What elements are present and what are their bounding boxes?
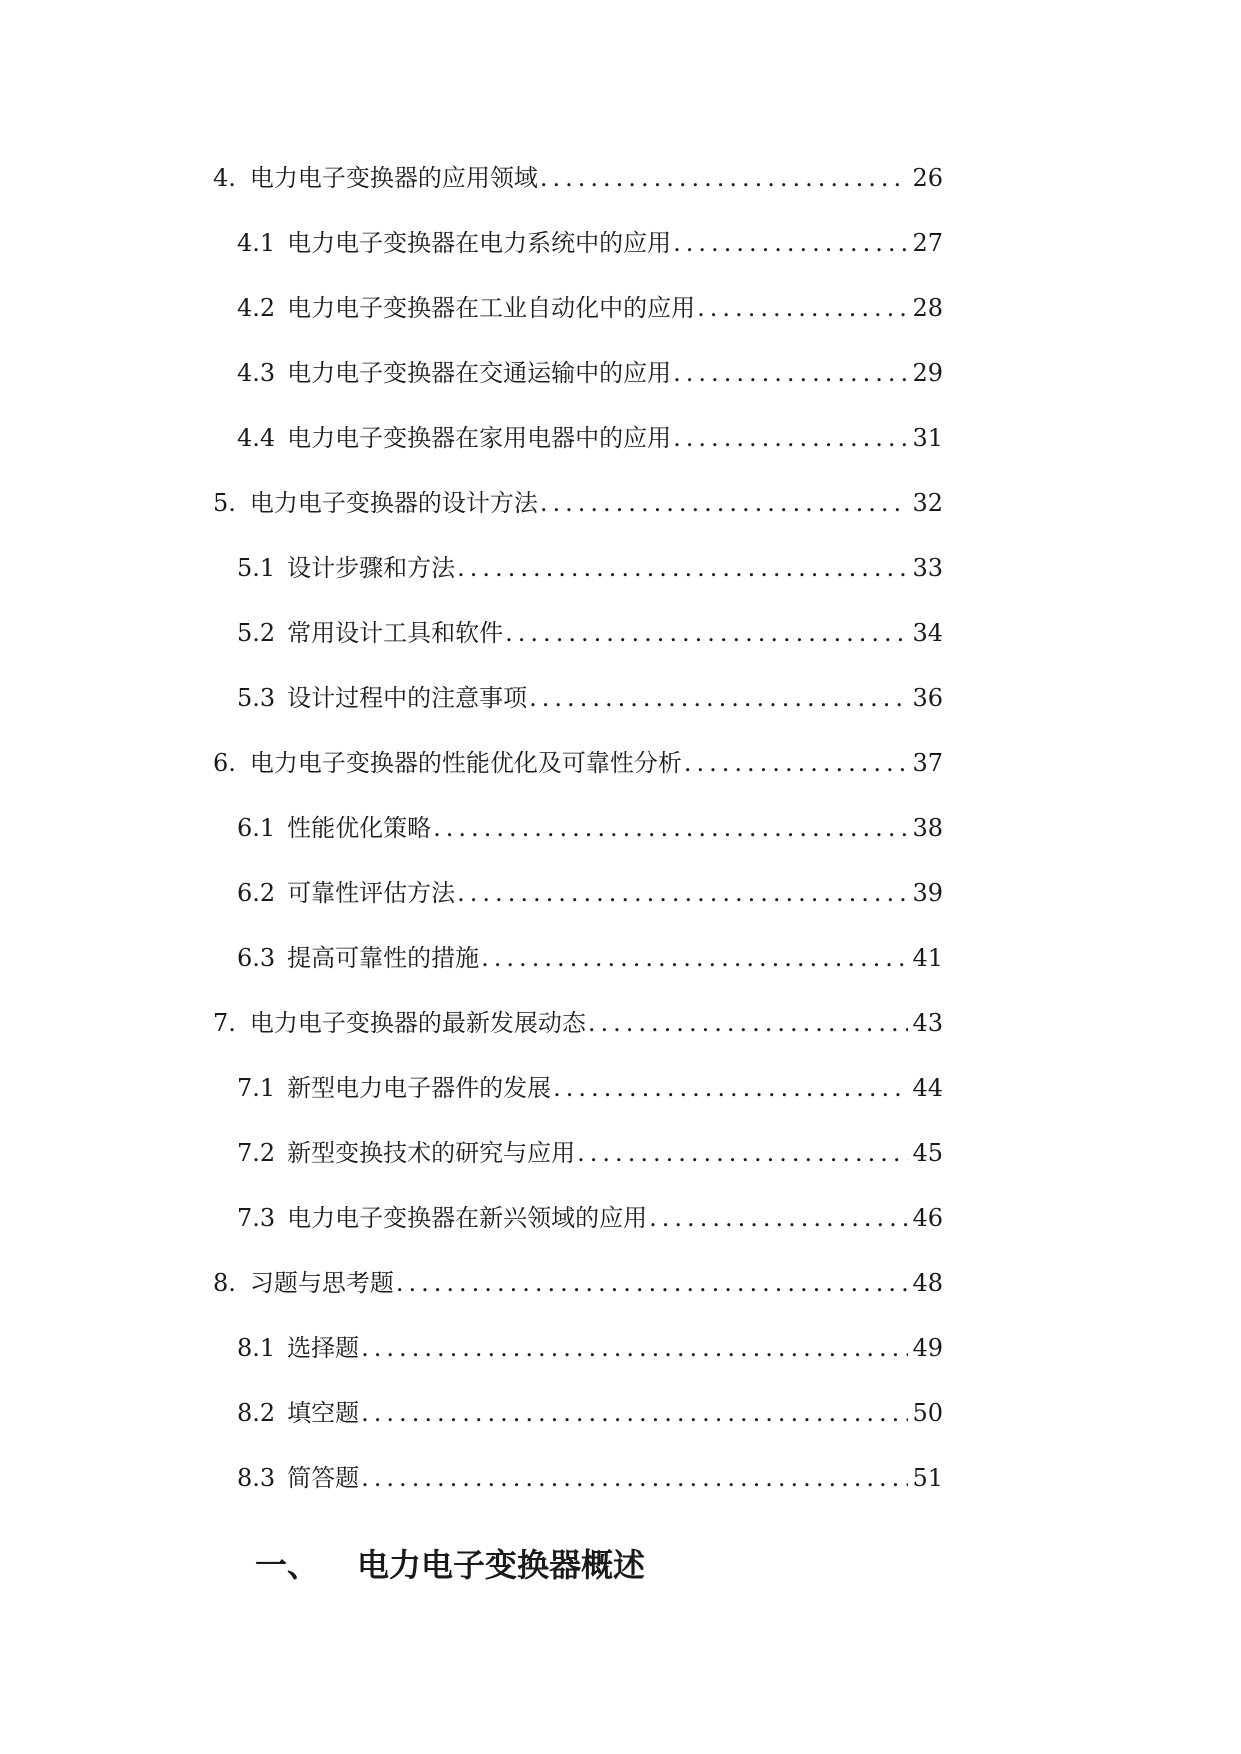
toc-entry-title: 电力电子变换器在家用电器中的应用	[287, 423, 672, 452]
toc-entry-number: 4.3	[237, 358, 276, 387]
toc-entry[interactable]	[213, 1380, 943, 1445]
toc-entry-page-number: 44	[912, 1073, 943, 1102]
toc-entry-title: 电力电子变换器的性能优化及可靠性分析	[249, 748, 682, 777]
toc-entry-number: 4.4	[237, 423, 276, 452]
toc-entry[interactable]	[213, 1445, 943, 1510]
toc-entry-title: 设计步骤和方法	[287, 553, 456, 582]
toc-entry-page-number: 26	[912, 163, 943, 192]
toc-dot-leader	[649, 1203, 908, 1233]
toc-entry-number: 8.2	[237, 1398, 276, 1427]
toc-dot-leader	[361, 1333, 908, 1363]
toc-entry-number: 8.1	[237, 1333, 276, 1362]
chapter-heading	[255, 1545, 645, 1585]
toc-entry-number: 5.3	[237, 683, 276, 712]
toc-entry-title: 新型电力电子器件的发展	[287, 1073, 552, 1102]
toc-entry-page-number: 31	[912, 423, 943, 452]
toc-entry-number: 4.	[213, 163, 236, 192]
toc-entry-page-number: 46	[912, 1203, 943, 1232]
toc-entry-number: 6.3	[237, 943, 276, 972]
toc-entry-number: 7.	[213, 1008, 236, 1037]
toc-entry[interactable]	[213, 1250, 943, 1315]
toc-dot-leader	[697, 293, 908, 323]
toc-entry[interactable]	[213, 145, 943, 210]
toc-entry-number: 6.2	[237, 878, 276, 907]
toc-entry[interactable]	[213, 860, 943, 925]
toc-entry-page-number: 34	[912, 618, 943, 647]
toc-entry-title: 简答题	[287, 1463, 360, 1492]
toc-entry[interactable]	[213, 665, 943, 730]
toc-dot-leader	[684, 748, 909, 778]
toc-entry-number: 5.1	[237, 553, 276, 582]
toc-dot-leader	[361, 1463, 908, 1493]
toc-dot-leader	[540, 163, 909, 193]
toc-dot-leader	[457, 553, 908, 583]
toc-entry[interactable]	[213, 405, 943, 470]
chapter-number: 一、	[255, 1546, 320, 1584]
toc-entry-title: 性能优化策略	[287, 813, 432, 842]
toc-dot-leader	[433, 813, 908, 843]
toc-dot-leader	[540, 488, 909, 518]
toc-entry[interactable]	[213, 1055, 943, 1120]
toc-entry[interactable]	[213, 1315, 943, 1380]
toc-dot-leader	[481, 943, 908, 973]
toc-entry-title: 电力电子变换器在交通运输中的应用	[287, 358, 672, 387]
toc-entry-title: 电力电子变换器在工业自动化中的应用	[287, 293, 696, 322]
toc-entry-number: 7.2	[237, 1138, 276, 1167]
toc-entry-page-number: 50	[912, 1398, 943, 1427]
toc-entry-number: 8.3	[237, 1463, 276, 1492]
toc-entry-title: 选择题	[287, 1333, 360, 1362]
toc-entry[interactable]	[213, 600, 943, 665]
toc-dot-leader	[505, 618, 908, 648]
toc-entry-number: 8.	[213, 1268, 236, 1297]
toc-entry-page-number: 45	[912, 1138, 943, 1167]
toc-entry[interactable]	[213, 470, 943, 535]
toc-entry[interactable]	[213, 1185, 943, 1250]
toc-dot-leader	[588, 1008, 909, 1038]
toc-entry-title: 电力电子变换器在电力系统中的应用	[287, 228, 672, 257]
toc-entry-page-number: 41	[912, 943, 943, 972]
toc-entry[interactable]	[213, 925, 943, 990]
toc-entry[interactable]	[213, 535, 943, 600]
toc-entry-number: 4.2	[237, 293, 276, 322]
toc-entry[interactable]	[213, 1120, 943, 1185]
toc-entry-number: 5.	[213, 488, 236, 517]
toc-entry-number: 7.3	[237, 1203, 276, 1232]
toc-dot-leader	[577, 1138, 908, 1168]
toc-entry-title: 电力电子变换器在新兴领域的应用	[287, 1203, 648, 1232]
toc-entry-page-number: 43	[912, 1008, 943, 1037]
toc-dot-leader	[553, 1073, 908, 1103]
toc-entry-page-number: 29	[912, 358, 943, 387]
toc-entry-page-number: 48	[912, 1268, 943, 1297]
toc-entry-page-number: 36	[912, 683, 943, 712]
toc-dot-leader	[361, 1398, 908, 1428]
toc-entry-title: 可靠性评估方法	[287, 878, 456, 907]
toc-entry-title: 电力电子变换器的最新发展动态	[249, 1008, 586, 1037]
toc-entry-page-number: 38	[912, 813, 943, 842]
toc-entry[interactable]	[213, 990, 943, 1055]
toc-entry-page-number: 27	[912, 228, 943, 257]
toc-entry-page-number: 49	[912, 1333, 943, 1362]
toc-entry-title: 习题与思考题	[249, 1268, 394, 1297]
toc-entry-page-number: 39	[912, 878, 943, 907]
toc-entry-title: 设计过程中的注意事项	[287, 683, 528, 712]
toc-entry-number: 4.1	[237, 228, 276, 257]
toc-entry-title: 提高可靠性的措施	[287, 943, 480, 972]
toc-entry-title: 填空题	[287, 1398, 360, 1427]
table-of-contents	[213, 145, 943, 1510]
toc-entry-number: 7.1	[237, 1073, 276, 1102]
toc-entry[interactable]	[213, 275, 943, 340]
toc-entry-page-number: 33	[912, 553, 943, 582]
toc-entry-title: 电力电子变换器的应用领域	[249, 163, 538, 192]
toc-dot-leader	[529, 683, 908, 713]
toc-entry-page-number: 32	[912, 488, 943, 517]
toc-entry[interactable]	[213, 795, 943, 860]
toc-entry-page-number: 37	[912, 748, 943, 777]
toc-entry-page-number: 51	[912, 1463, 943, 1492]
toc-entry-title: 电力电子变换器的设计方法	[249, 488, 538, 517]
toc-entry-number: 6.1	[237, 813, 276, 842]
toc-entry[interactable]	[213, 730, 943, 795]
toc-dot-leader	[457, 878, 908, 908]
toc-entry-number: 6.	[213, 748, 236, 777]
toc-entry-title: 常用设计工具和软件	[287, 618, 504, 647]
toc-entry[interactable]	[213, 210, 943, 275]
toc-dot-leader	[673, 358, 908, 388]
toc-entry-page-number: 28	[912, 293, 943, 322]
toc-dot-leader	[396, 1268, 909, 1298]
toc-dot-leader	[673, 423, 908, 453]
toc-entry[interactable]	[213, 340, 943, 405]
toc-entry-title: 新型变换技术的研究与应用	[287, 1138, 576, 1167]
chapter-title: 电力电子变换器概述	[357, 1546, 646, 1584]
toc-dot-leader	[673, 228, 908, 258]
toc-entry-number: 5.2	[237, 618, 276, 647]
